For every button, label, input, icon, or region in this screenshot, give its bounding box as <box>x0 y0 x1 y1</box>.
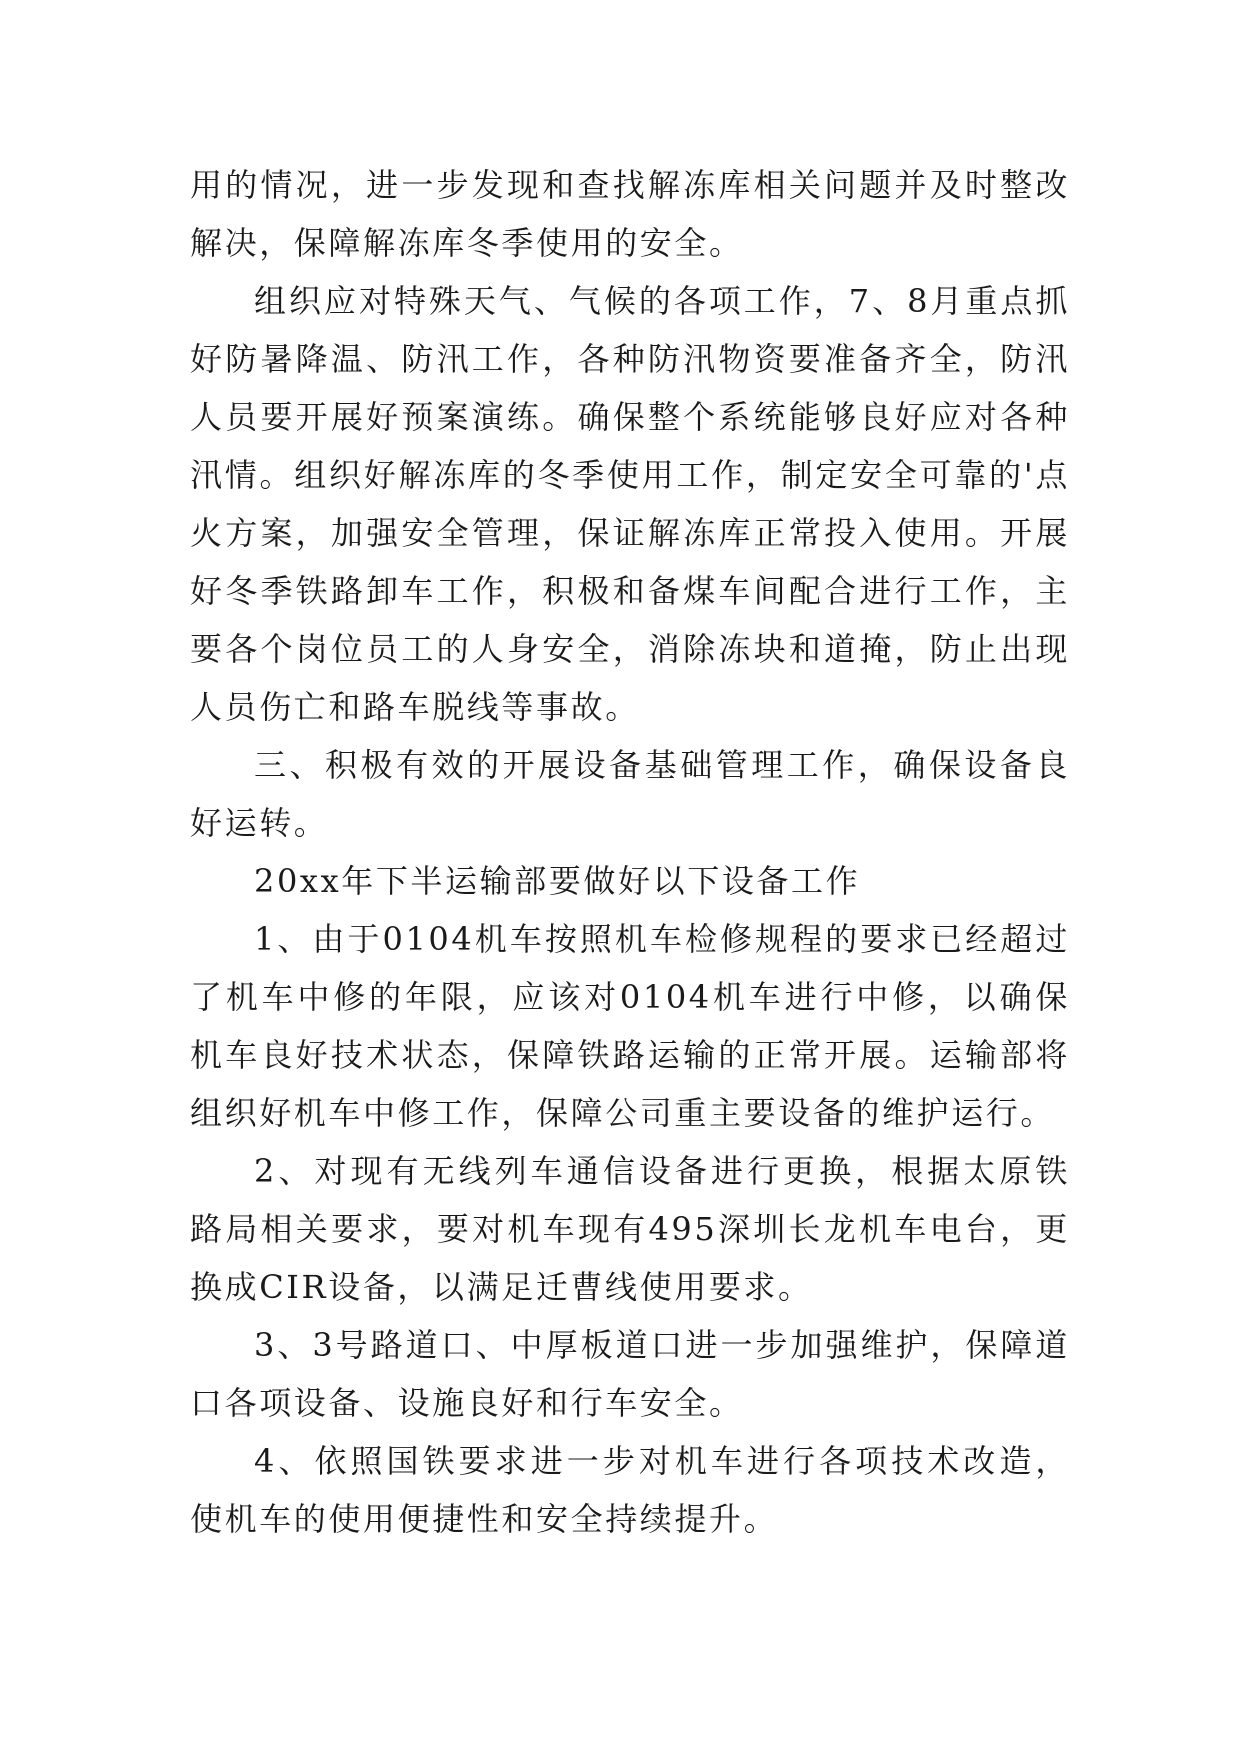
paragraph-6: 2、对现有无线列车通信设备进行更换，根据太原铁路局相关要求，要对机车现有495深圳长龙机车电台，更换成CIR设备，以满足迁曹线使用要求。 <box>190 1152 1070 1306</box>
paragraph-8: 4、依照国铁要求进一步对机车进行各项技术改造，使机车的使用便捷性和安全持续提升。 <box>190 1442 1070 1538</box>
document-body <box>190 156 1070 1548</box>
paragraph-7: 3、3号路道口、中厚板道口进一步加强维护，保障道口各项设备、设施良好和行车安全。 <box>190 1326 1070 1422</box>
paragraph-2: 组织应对特殊天气、气候的各项工作，7、8月重点抓好防暑降温、防汛工作，各种防汛物资要准备齐全，防汛人员要开展好预案演练。确保整个系统能够良好应对各种汛情。组织好解冻库的冬季使用工作，制定安全可靠的'点火方案，加强安全管理，保证解冻库正常投入使用。开展好冬季铁路卸车工作，积极和备煤车间配合进行工作，主要各个岗位员工的人身安全，消除冻块和道掩，防止出现人员伤亡和路车脱线等事故。 <box>190 282 1070 726</box>
paragraph-5: 1、由于0104机车按照机车检修规程的要求已经超过了机车中修的年限，应该对0104机车进行中修，以确保机车良好技术状态，保障铁路运输的正常开展。运输部将组织好机车中修工作，保障公司重主要设备的维护运行。 <box>190 920 1070 1132</box>
paragraph-4: 20xx年下半运输部要做好以下设备工作 <box>254 862 861 900</box>
paragraph-3: 三、积极有效的开展设备基础管理工作，确保设备良好运转。 <box>190 746 1070 842</box>
paragraph-1: 用的情况，进一步发现和查找解冻库相关问题并及时整改解决，保障解冻库冬季使用的安全。 <box>190 166 1070 262</box>
